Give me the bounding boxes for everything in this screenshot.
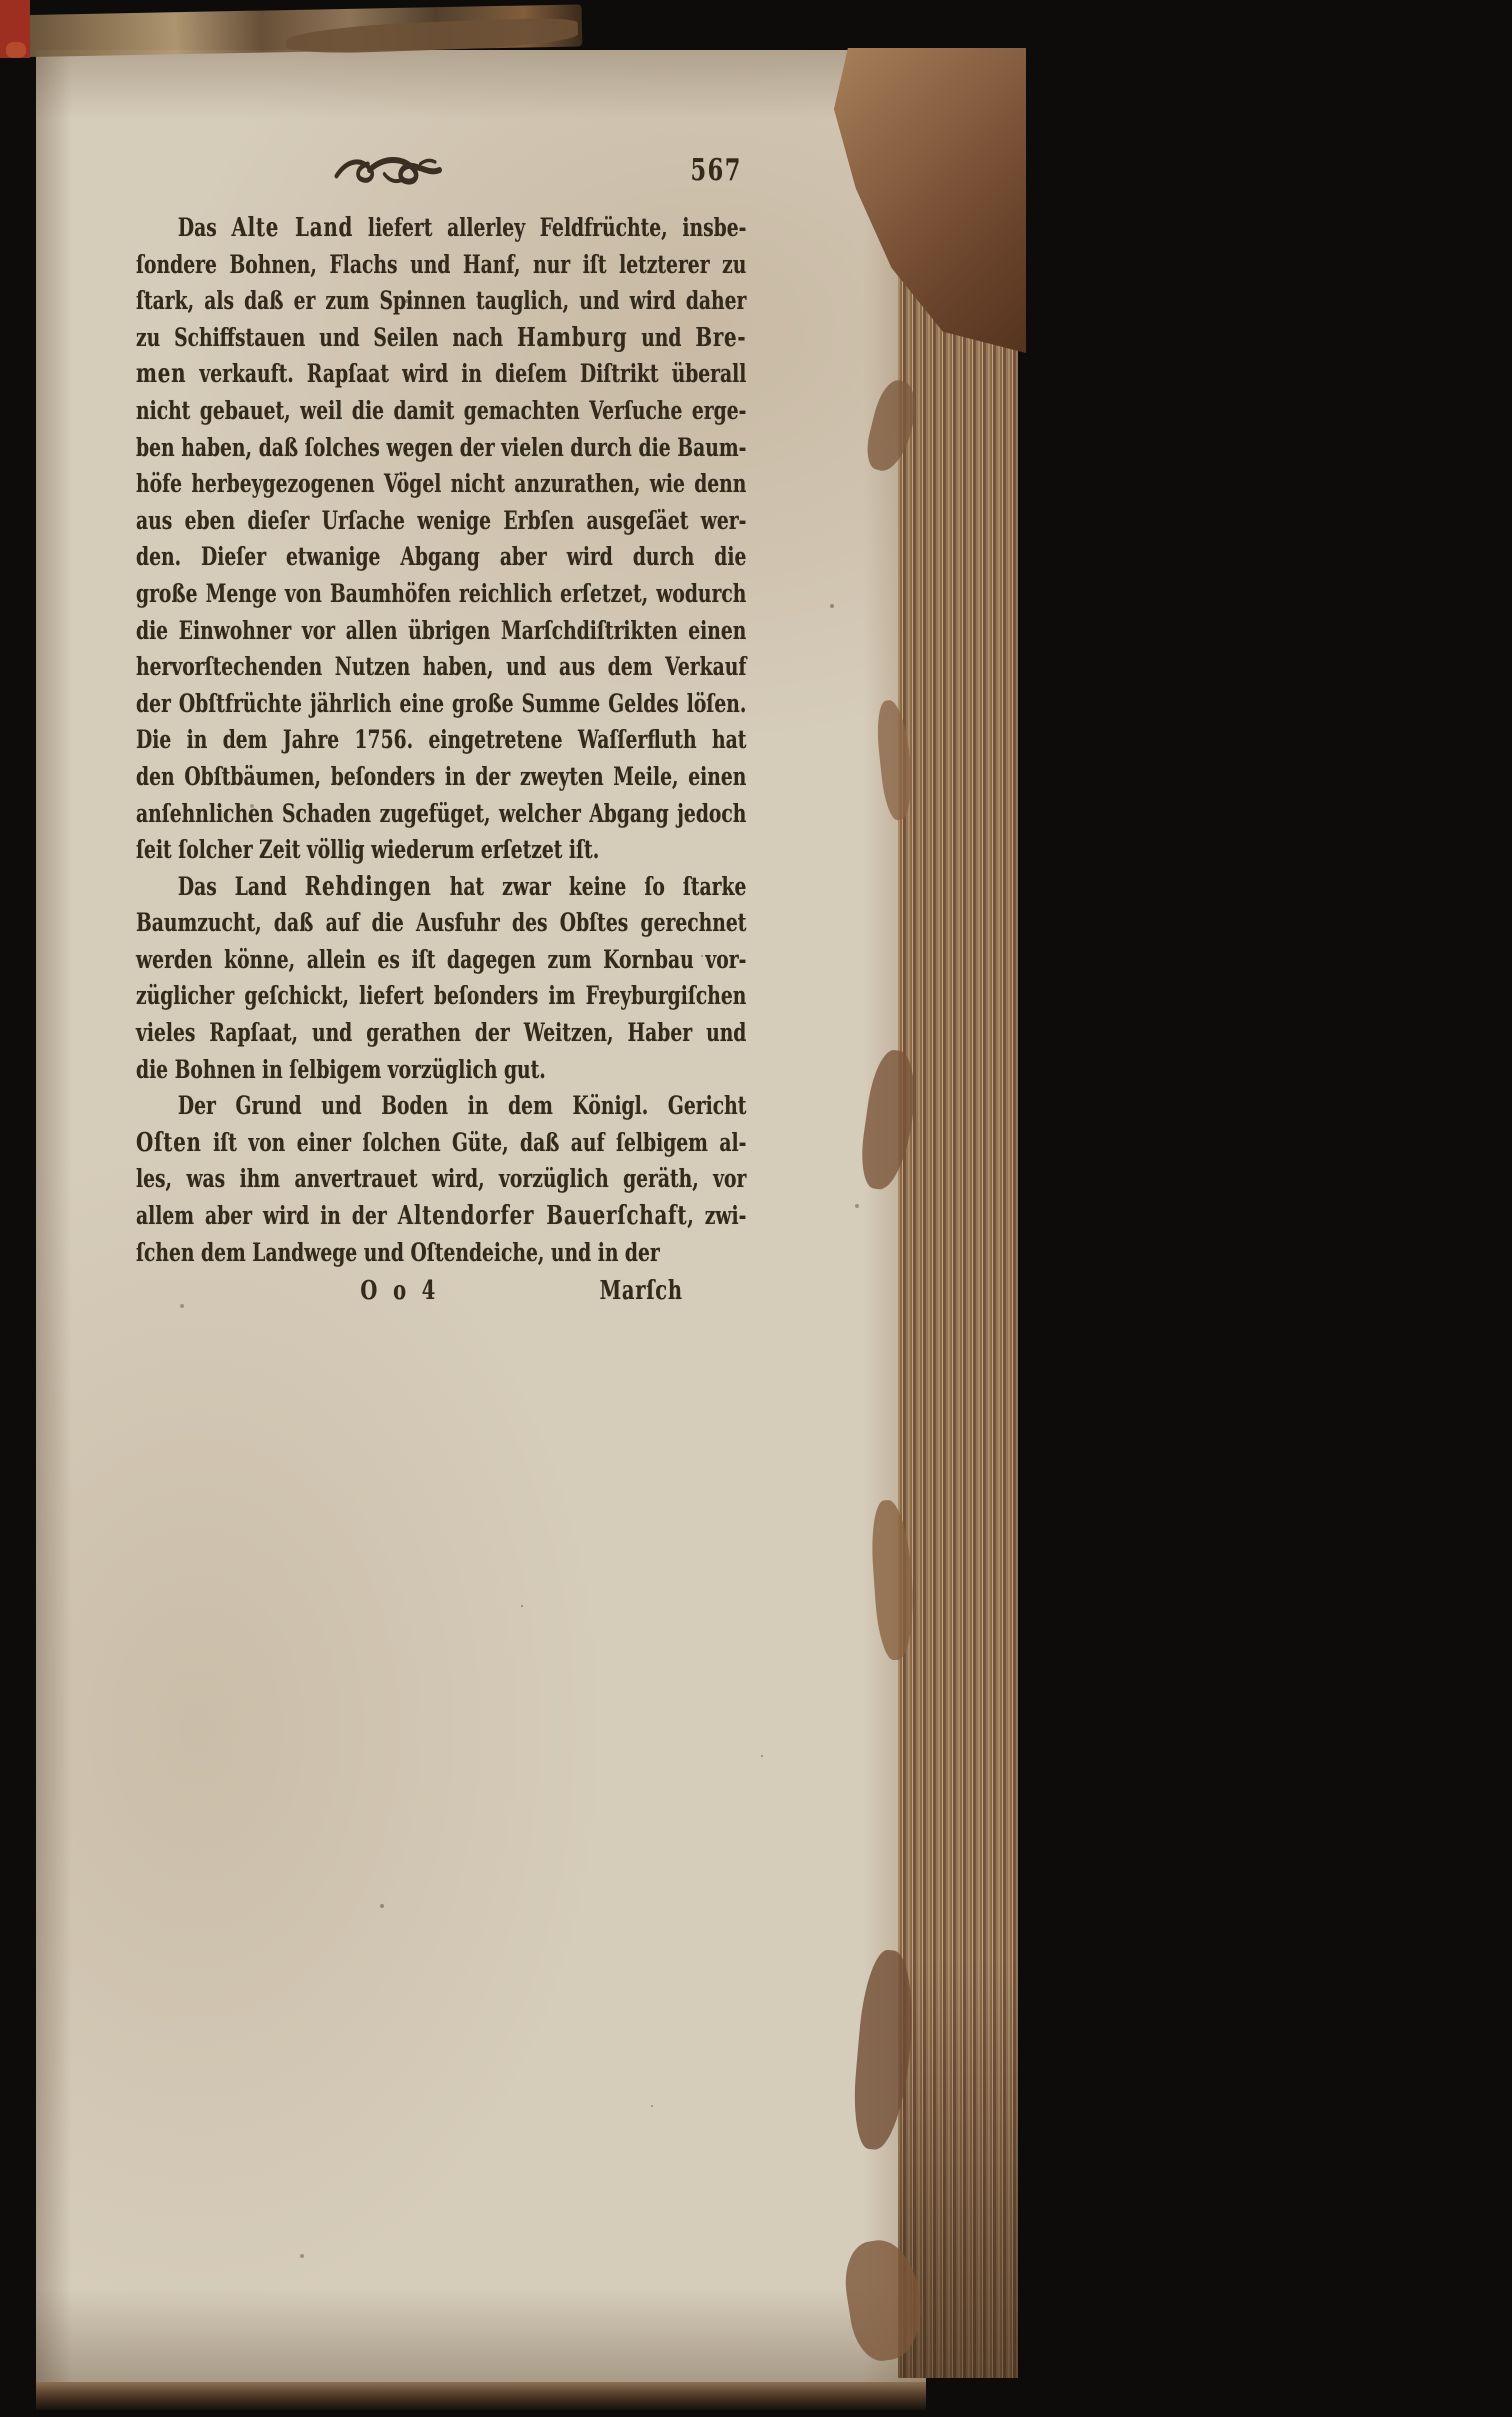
text-lines xyxy=(136,210,746,1271)
signature-mark: O o 4 xyxy=(360,1276,440,1307)
text-line: anſehnlichen Schaden zugefüget, welcher Abgang jedoch xyxy=(136,798,747,828)
text-line: höfe herbeygezogenen Vögel nicht anzurathen, wie denn xyxy=(136,469,747,499)
emphasized-text: Alte Land xyxy=(231,212,354,243)
text-line: hervorſtechenden Nutzen haben, und aus dem Verkauf xyxy=(136,652,747,682)
emphasized-text: Oſten xyxy=(136,1126,202,1158)
text-line: ben haben, daß ſolches wegen der vielen durch die Baum- xyxy=(136,432,747,462)
page-number: 567 xyxy=(690,152,742,188)
emphasized-text: men xyxy=(136,358,187,390)
text-line: große Menge von Baumhöfen reichlich erſetzet, wodurch xyxy=(136,578,747,608)
text-line: Der Grund und Boden in dem Königl. Gericht xyxy=(177,1091,747,1121)
text-line: der Obſtfrüchte jährlich eine große Summe Geldes löſen. xyxy=(136,688,747,718)
text-line: allem aber wird in der Altendorfer Bauerſchaft, zwi- xyxy=(136,1200,747,1232)
paragraph xyxy=(136,210,746,869)
text-line: werden könne, allein es iſt dagegen zum Kornbau vor- xyxy=(136,944,747,974)
catchword: Marſch xyxy=(599,1276,683,1307)
text-line: Baumzucht, daß auf die Ausfuhr des Obſtes gerechnet xyxy=(136,908,747,938)
red-binding-fragment xyxy=(6,42,26,58)
text-line: den Obſtbäumen, beſonders in der zweyten Meile, einen xyxy=(136,761,747,791)
paragraph xyxy=(136,1088,746,1271)
text-line: ſchen dem Landwege und Oſtendeiche, und in der xyxy=(136,1237,660,1267)
printer-flourish-icon xyxy=(332,154,444,188)
text-line: les, was ihm anvertrauet wird, vorzüglich geräth, vor xyxy=(136,1164,747,1194)
book-fore-edge xyxy=(898,52,1018,2378)
emphasized-text: Altendorfer Bauerſchaft xyxy=(397,1200,688,1232)
paragraph xyxy=(136,869,746,1089)
text-line: ſtark, als daß er zum Spinnen tauglich, und wird daher xyxy=(136,286,747,316)
text-line: ſeit ſolcher Zeit völlig wiederum erſetzet iſt. xyxy=(136,835,600,865)
text-line: den. Dieſer etwanige Abgang aber wird durch die xyxy=(136,542,747,572)
emphasized-text: Hamburg xyxy=(516,321,628,353)
bottom-page-edge xyxy=(36,2382,926,2410)
page-header xyxy=(136,152,746,190)
text-line: die Bohnen in ſelbigem vorzüglich gut. xyxy=(136,1054,546,1084)
text-line: Das Land Rehdingen hat zwar keine ſo ſtarke xyxy=(177,870,747,902)
text-line: die Einwohner vor allen übrigen Marſchdiſtrikten einen xyxy=(136,615,747,645)
text-line: Das Alte Land liefert allerley Feldfrüchte, insbe- xyxy=(177,212,747,243)
text-line: men verkauft. Rapſaat wird in dieſem Diſtrikt überall xyxy=(136,358,747,390)
page-footer xyxy=(136,1273,746,1310)
text-line: Die in dem Jahre 1756. eingetretene Waſſerfluth hat xyxy=(136,725,747,755)
text-line: nicht gebauet, weil die damit gemachten Verſuche erge- xyxy=(136,395,747,425)
text-line: zu Schiffstauen und Seilen nach Hamburg und Bre- xyxy=(136,321,747,353)
text-line: Oſten iſt von einer ſolchen Güte, daß auf ſelbigem al- xyxy=(136,1126,747,1158)
text-line: vieles Rapſaat, und gerathen der Weitzen, Haber und xyxy=(136,1018,747,1048)
text-line: aus eben dieſer Urſache wenige Erbſen ausgeſäet wer- xyxy=(136,505,747,535)
text-block xyxy=(136,152,746,1310)
text-line: ſondere Bohnen, Flachs und Hanf, nur iſt letzterer zu xyxy=(136,249,747,279)
text-line: züglicher geſchickt, liefert beſonders im Freyburgiſchen xyxy=(136,981,747,1011)
emphasized-text: Bre- xyxy=(695,321,747,353)
emphasized-text: Rehdingen xyxy=(304,870,432,902)
